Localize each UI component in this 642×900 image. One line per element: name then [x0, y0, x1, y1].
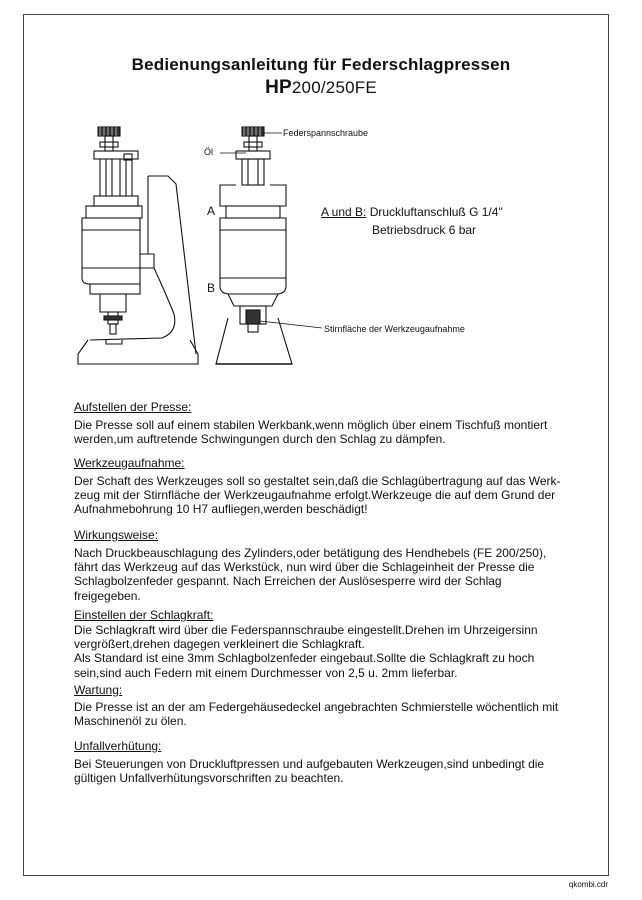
- section-body-wirkungsweise: [74, 546, 586, 603]
- model-title: [0, 77, 642, 99]
- section-line: fährt das Werkzeug auf das Werkstück, nun wird über die Schlageinheit der Presse die: [74, 560, 535, 575]
- section-line: zeug mit der Stirnfläche der Werkzeugaufnahme erfolgt.Werkzeuge die auf dem Grund der: [74, 488, 556, 503]
- section-line: sein,sind auch Federn mit einem Durchmesser von 2,5 u. 2mm lieferbar.: [74, 665, 458, 680]
- section-line: Aufnahmebohrung 10 H7 aufliegen,werden beschädigt!: [74, 502, 368, 517]
- section-heading-werkzeugaufnahme: Werkzeugaufnahme:: [74, 456, 185, 470]
- label-b: B: [207, 281, 216, 295]
- label-a: A: [207, 204, 216, 218]
- footer-filename: qkombi.cdr: [568, 880, 608, 889]
- front-view-drawing: [216, 127, 292, 364]
- section-heading-aufstellen: Aufstellen der Presse:: [74, 400, 192, 414]
- spec-druckluft: [321, 205, 503, 219]
- document-title: Bedienungsanleitung für Federschlagpressen: [131, 55, 511, 74]
- press-technical-drawing: [70, 118, 490, 378]
- section-body-wartung: [74, 700, 586, 728]
- section-heading-wirkungsweise: Wirkungsweise:: [74, 528, 159, 542]
- label-oel: Öl: [204, 147, 213, 157]
- section-line: Die Presse soll auf einem stabilen Werkbank,wenn möglich über einem Tischfuß montiert: [74, 418, 548, 432]
- model-number: 200/250FE: [291, 78, 377, 97]
- section-line: freigegeben.: [74, 588, 141, 603]
- section-body-unfallverhuetung: [74, 757, 586, 785]
- model-prefix: HP: [265, 77, 292, 98]
- spec-druckluft-text: Druckluftanschluß G 1/4": [369, 205, 503, 219]
- section-line: werden,um auftretende Schwingungen durch den Schlag zu dämpfen.: [74, 432, 446, 447]
- section-line: gültigen Unfallverhütungsvorschriften zu beachten.: [74, 771, 344, 786]
- section-line: Als Standard ist eine 3mm Schlagbolzenfeder eingebaut.Sollte die Schlagkraft zu hoch: [74, 651, 535, 666]
- section-body-aufstellen: [74, 418, 586, 446]
- spec-betriebsdruck: Betriebsdruck 6 bar: [372, 223, 477, 237]
- section-line: Bei Steuerungen von Druckluftpressen und aufgebauten Werkzeugen,sind unbedingt die: [74, 757, 545, 771]
- section-body-werkzeugaufnahme: [74, 474, 586, 517]
- section-line: Maschinenöl zu ölen.: [74, 714, 187, 729]
- side-view-drawing: [78, 127, 198, 364]
- section-line: Die Presse ist an der am Federgehäusedeckel angebrachten Schmierstelle wöchentlich mit: [74, 700, 559, 714]
- label-stirnflaeche: Stirnfläche der Werkzeugaufnahme: [324, 324, 465, 334]
- section-line: Schlagbolzenfeder gespannt. Nach Erreichen der Auslösesperre wird der Schlag: [74, 574, 502, 589]
- section-line: Der Schaft des Werkzeuges soll so gestaltet sein,daß die Schlagübertragung auf das Werk-: [74, 474, 561, 488]
- section-line: vergrößert,drehen dagegen verkleinert die Schlagkraft.: [74, 637, 365, 652]
- section-line: Die Schlagkraft wird über die Federspannschraube eingestellt.Drehen im Uhrzeigersinn: [74, 623, 538, 637]
- section-body-schlagkraft: [74, 623, 586, 680]
- section-heading-unfallverhuetung: Unfallverhütung:: [74, 739, 162, 753]
- label-federspannschraube: Federspannschraube: [283, 128, 369, 138]
- section-line: Nach Druckbeauschlagung des Zylinders,oder betätigung des Hendhebels (FE 200/250),: [74, 546, 547, 560]
- section-heading-schlagkraft: Einstellen der Schlagkraft:: [74, 608, 214, 622]
- section-heading-wartung: Wartung:: [74, 683, 123, 697]
- spec-a-und-b: A und B:: [321, 205, 367, 219]
